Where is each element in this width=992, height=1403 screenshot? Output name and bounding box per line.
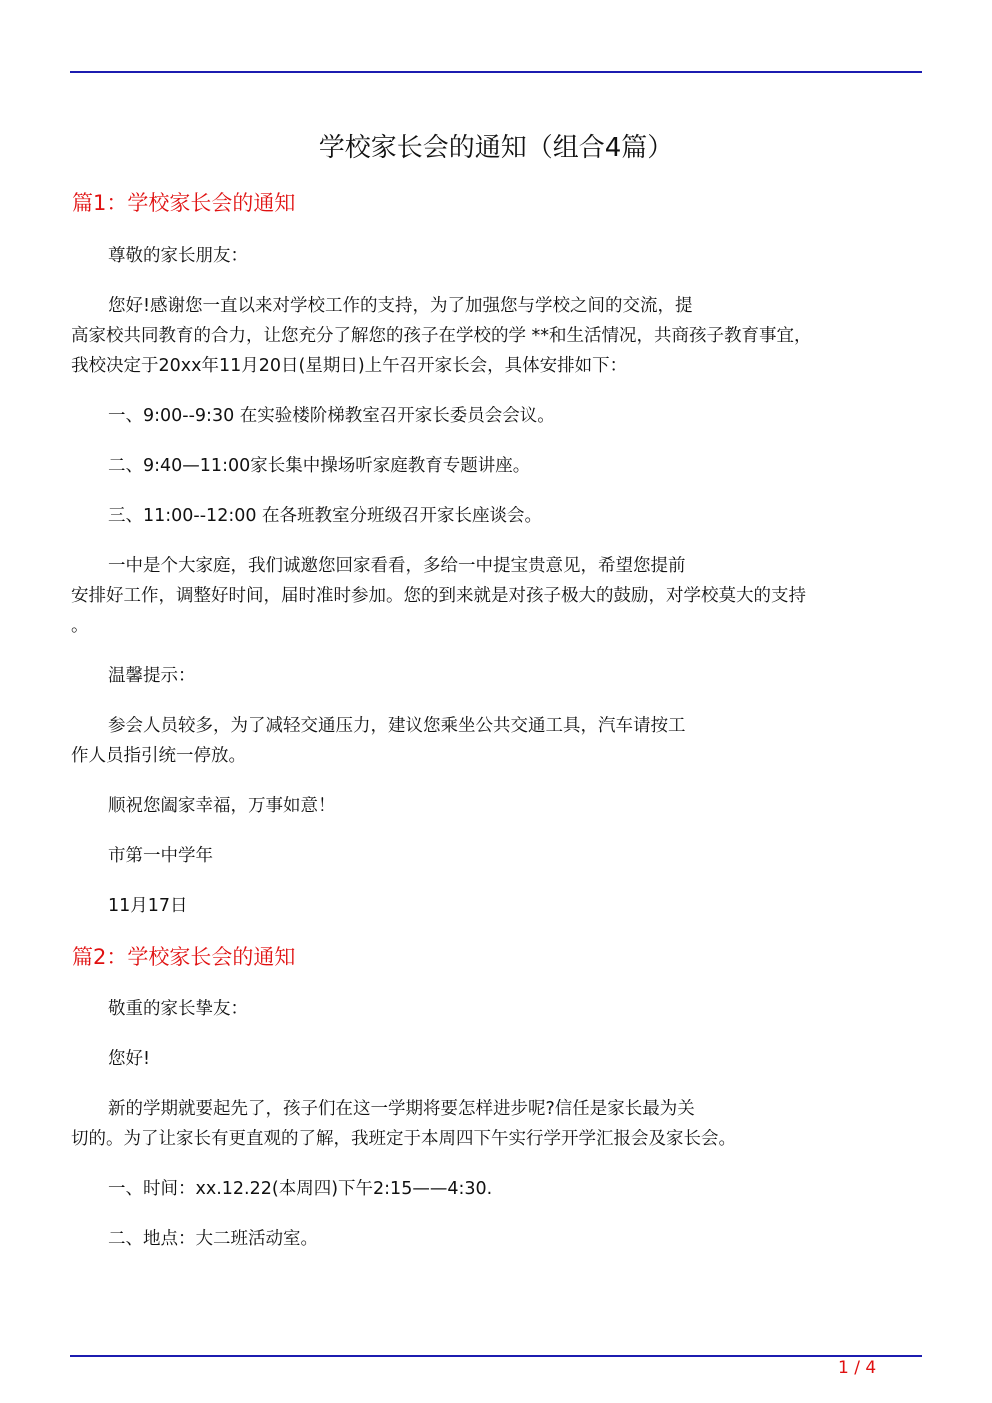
- paragraph-line: 您好!: [108, 1049, 151, 1069]
- paragraph-line: 二、地点：大二班活动室。: [108, 1229, 318, 1249]
- paragraph-line: 高家校共同教育的合力，让您充分了解您的孩子在学校的学 **和生活情况，共商孩子教育事宜，: [71, 326, 812, 346]
- paragraph-line: 参会人员较多，为了减轻交通压力，建议您乘坐公共交通工具，汽车请按工: [108, 716, 686, 736]
- paragraph-line: 一、9:00--9:30 在实验楼阶梯教室召开家长委员会会议。: [108, 406, 555, 426]
- paragraph-line: 新的学期就要起先了，孩子们在这一学期将要怎样进步呢?信任是家长最为关: [108, 1099, 695, 1119]
- paragraph-line: 三、11:00--12:00 在各班教室分班级召开家长座谈会。: [108, 506, 543, 526]
- paragraph-line: 尊敬的家长朋友：: [108, 246, 248, 266]
- paragraph-line: 作人员指引统一停放。: [71, 746, 246, 766]
- paragraph-line: 一、时间：xx.12.22(本周四)下午2:15——4:30.: [108, 1179, 493, 1199]
- paragraph-line: 。: [71, 616, 89, 636]
- paragraph-line: 您好!感谢您一直以来对学校工作的支持，为了加强您与学校之间的交流，提: [108, 296, 693, 316]
- paragraph-line: 一中是个大家庭，我们诚邀您回家看看，多给一中提宝贵意见，希望您提前: [108, 556, 686, 576]
- header-rule: [70, 71, 922, 73]
- section-heading-2: 篇2：学校家长会的通知: [72, 945, 296, 969]
- paragraph-line: 二、9:40—11:00家长集中操场听家庭教育专题讲座。: [108, 456, 531, 476]
- footer-rule: [70, 1355, 922, 1357]
- paragraph-line: 市第一中学年: [108, 846, 213, 866]
- section-heading-1: 篇1：学校家长会的通知: [72, 191, 296, 215]
- paragraph-line: 顺祝您阖家幸福，万事如意！: [108, 796, 336, 816]
- paragraph-line: 切的。为了让家长有更直观的了解，我班定于本周四下午实行学开学汇报会及家长会。: [71, 1129, 736, 1149]
- paragraph-line: 安排好工作，调整好时间，届时准时参加。您的到来就是对孩子极大的鼓励，对学校莫大的支持: [71, 586, 806, 606]
- paragraph-line: 敬重的家长挚友：: [108, 999, 248, 1019]
- page-number: 1 / 4: [838, 1358, 877, 1378]
- document-title: 学校家长会的通知（组合4篇）: [318, 133, 674, 163]
- paragraph-line: 温馨提示：: [108, 666, 196, 686]
- paragraph-line: 我校决定于20xx年11月20日(星期日)上午召开家长会，具体安排如下：: [71, 356, 628, 376]
- paragraph-line: 11月17日: [108, 896, 188, 916]
